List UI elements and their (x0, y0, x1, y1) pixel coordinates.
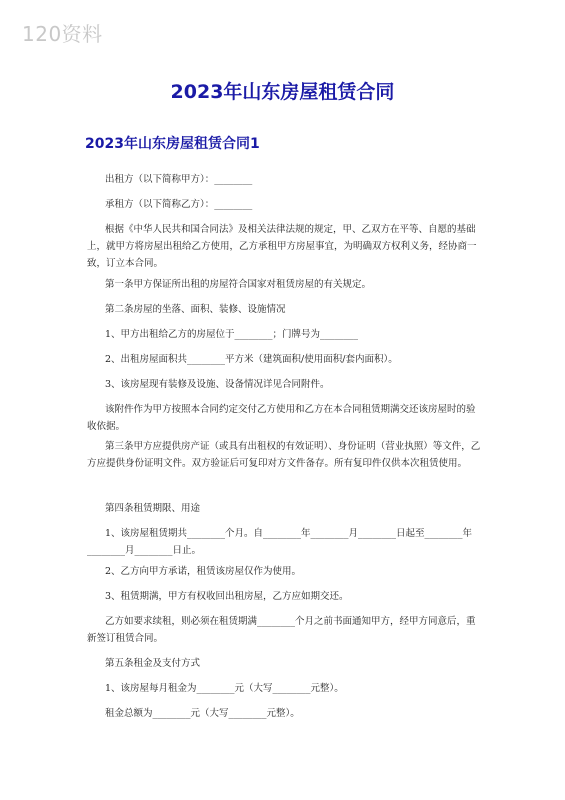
article-4-item-1: 1、该房屋租赁期共________个月。自________年________月________日起至________年________月________日止。 (87, 528, 473, 556)
article-4-item-2: 2、乙方向甲方承诺，租赁该房屋仅作为使用。 (105, 566, 302, 577)
party-b-line: 承租方（以下简称乙方）：________ (105, 199, 253, 210)
renewal-paragraph: 乙方如要求续租，则必须在租赁期满________个月之前书面通知甲方，经甲方同意后，重新签订租赁合同。 (87, 616, 476, 644)
article-5-heading: 第五条租金及支付方式 (105, 658, 201, 669)
party-a-line: 出租方（以下简称甲方）：________ (105, 174, 253, 185)
article-2-item-2: 2、出租房屋面积共________平方米（建筑面积/使用面积/套内面积）。 (105, 354, 398, 365)
article-1-paragraph: 第一条甲方保证所出租的房屋符合国家对租赁房屋的有关规定。 (105, 279, 372, 290)
rent-total-line: 租金总额为________元（大写________元整）。 (105, 708, 300, 719)
preamble-paragraph: 根据《中华人民共和国合同法》及相关法律法规的规定，甲、乙双方在平等、自愿的基础上，就甲方将房屋出租给乙方使用，乙方承租甲方房屋事宜，为明确双方权利义务，经协商一致，订立本合同。 (87, 224, 477, 269)
article-4-heading: 第四条租赁期限、用途 (105, 503, 201, 514)
article-4-item-3: 3、租赁期满，甲方有权收回出租房屋，乙方应如期交还。 (105, 591, 349, 602)
attachment-paragraph: 该附件作为甲方按照本合同约定交付乙方使用和乙方在本合同租赁期满交还该房屋时的验收依据。 (87, 404, 476, 432)
article-2-heading: 第二条房屋的坐落、面积、装修、设施情况 (105, 304, 286, 315)
article-5-item-1: 1、该房屋每月租金为________元（大写________元整）。 (105, 683, 344, 694)
section-title: 2023年山东房屋租赁合同1 (85, 136, 260, 152)
document-title: 2023年山东房屋租赁合同 (170, 81, 395, 103)
article-2-item-1: 1、甲方出租给乙方的房屋位于________；门牌号为________ (105, 329, 359, 340)
watermark-logo: 120资料 (22, 22, 103, 46)
article-2-item-3: 3、该房屋现有装修及设施、设备情况详见合同附件。 (105, 379, 330, 390)
article-3-paragraph: 第三条甲方应提供房产证（或具有出租权的有效证明）、身份证明（营业执照）等文件，乙方应提供身份证明文件。双方验证后可复印对方文件备存。所有复印件仅供本次租赁使用。 (87, 441, 481, 469)
